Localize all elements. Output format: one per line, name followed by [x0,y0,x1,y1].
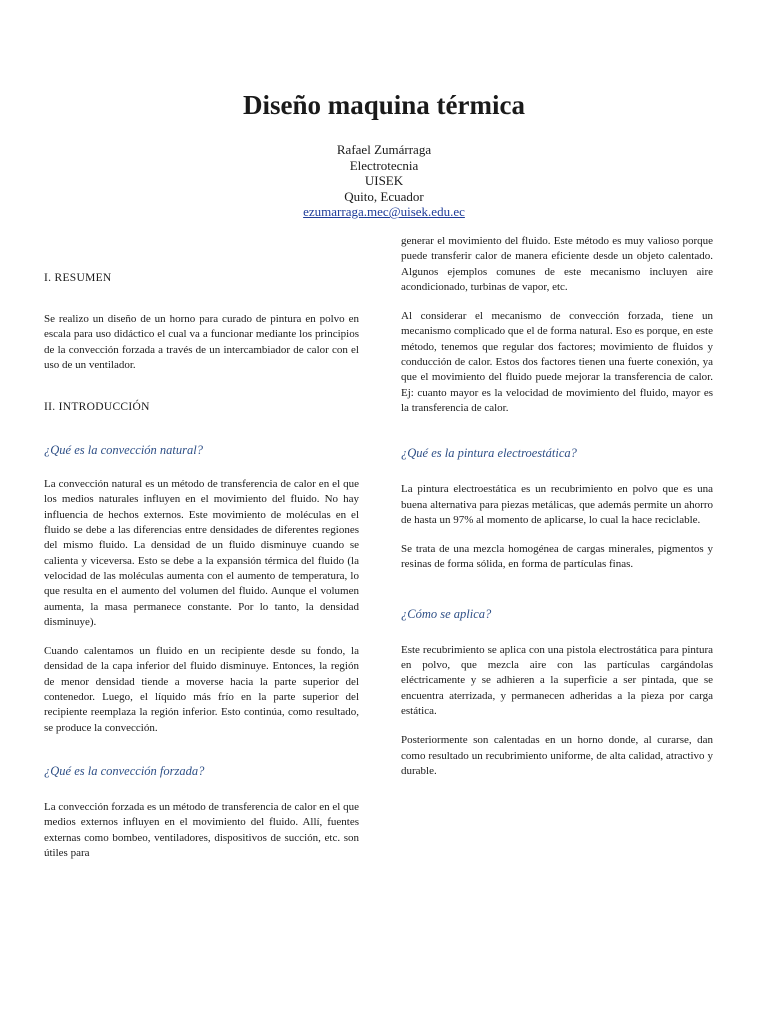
subheading-como-se-aplica: ¿Cómo se aplica? [401,606,492,621]
author-name: Rafael Zumárraga [336,142,432,157]
section-heading-introduccion: II. INTRODUCCIÓN [44,401,150,414]
natural-paragraph-1: La convección natural es un método de transferencia de calor en el que los medios naturales influyen en el movimiento del fluido. No hay influencia de hechos externos. Este movimiento de moléculas en el fluido se debe a las diferencias entre densidades de diferentes regiones del mismo fluido. La densidad de un fluido disminuye cuando se calienta y viceversa. Esto se debe a la expansión térmica del fluido (la velocidad de las moléculas aumenta con el aumento de temperatura, lo que resulta en el aumento del volumen del fluido. Aunque el volumen aumenta, la masa permanece constante. Por lo tanto, la densidad disminuye). [44,478,359,628]
natural-paragraph-2: Cuando calentamos un fluido en un recipiente desde su fondo, la densidad de la capa inferior del fluido disminuye. Entonces, la región de menor densidad tiende a moverse hacia la parte superior del contenedor. Luego, el líquido más frío en la parte superior del recipiente reemplaza la región inferior. Esto continúa, como resultado, se produce la convección. [44,645,359,734]
pintura-paragraph-2: Se trata de una mezcla homogénea de cargas minerales, pigmentos y resinas de forma sólida, en forma de partículas finas. [401,543,713,571]
author-email-link[interactable]: ezumarraga.mec@uisek.edu.ec [303,204,465,219]
paper-title: Diseño maquina térmica [243,90,525,120]
author-location: Quito, Ecuador [344,188,424,204]
aplica-paragraph-2: Posteriormente son calentadas en un horno donde, al curarse, dan como resultado un recubrimiento uniforme, de alta calidad, atractivo y durable. [401,734,713,777]
subheading-pintura-electroestatica: ¿Qué es la pintura electroestática? [401,446,577,461]
section-heading-resumen: I. RESUMEN [44,272,112,284]
left-column [44,270,359,861]
subheading-conveccion-natural: ¿Qué es la convección natural? [44,443,203,458]
aplica-paragraph-1: Este recubrimiento se aplica con una pistola electrostática para pintura en polvo, que mezcla aire con las partículas cargándolas eléctricamente y se adhieren a la superficie a ser pintada, que se encuentra aterrizada, y permanecen adheridas a la pieza por carga estática. [401,643,713,717]
subheading-conveccion-forzada: ¿Qué es la convección forzada? [44,763,205,778]
forzada-paragraph-2: Al considerar el mecanismo de convección forzada, tiene un mecanismo complicado que el de forma natural. Eso es porque, en este método, tenemos que regular dos factores; movimiento de fluidos y conducción de calor. Estos dos factores tienen una fuerte conexión, ya que el movimiento del fluido puede mejorar la transferencia de calor. Ej: cuanto mayor es la velocidad de movimiento del fluido, mayor es la transferencia de calor. [401,310,713,414]
forzada-paragraph-1: La convección forzada es un método de transferencia de calor en el que medios externos influyen en el movimiento del fluido. Allí, fuentes externas como bombeo, ventiladores, dispositivos de succión, etc. son útiles para [44,800,359,859]
pintura-paragraph-1: La pintura electroestática es un recubrimiento en polvo que es una buena alternativa para piezas metálicas, que además permite un ahorro de hasta un 97% al momento de aplicarse, lo cual la hace reciclable. [401,483,713,526]
forzada-paragraph-continued: generar el movimiento del fluido. Este método es muy valioso porque puede transferir calor de manera eficiente desde un objeto calentado. Algunos ejemplos comunes de este mecanismo incluyen aire acondicionado, turbinas de vapor, etc. [401,235,713,293]
right-column [401,234,713,779]
resumen-paragraph: Se realizo un diseño de un horno para curado de pintura en polvo en escala para uso didáctico el cual va a funcionar mediante los principios de la convección forzada a través de un intercambiador de calor con el uso de un ventilador. [44,313,359,371]
author-institution: UISEK [364,173,404,188]
author-block [0,142,768,220]
author-department: Electrotecnia [349,157,419,173]
